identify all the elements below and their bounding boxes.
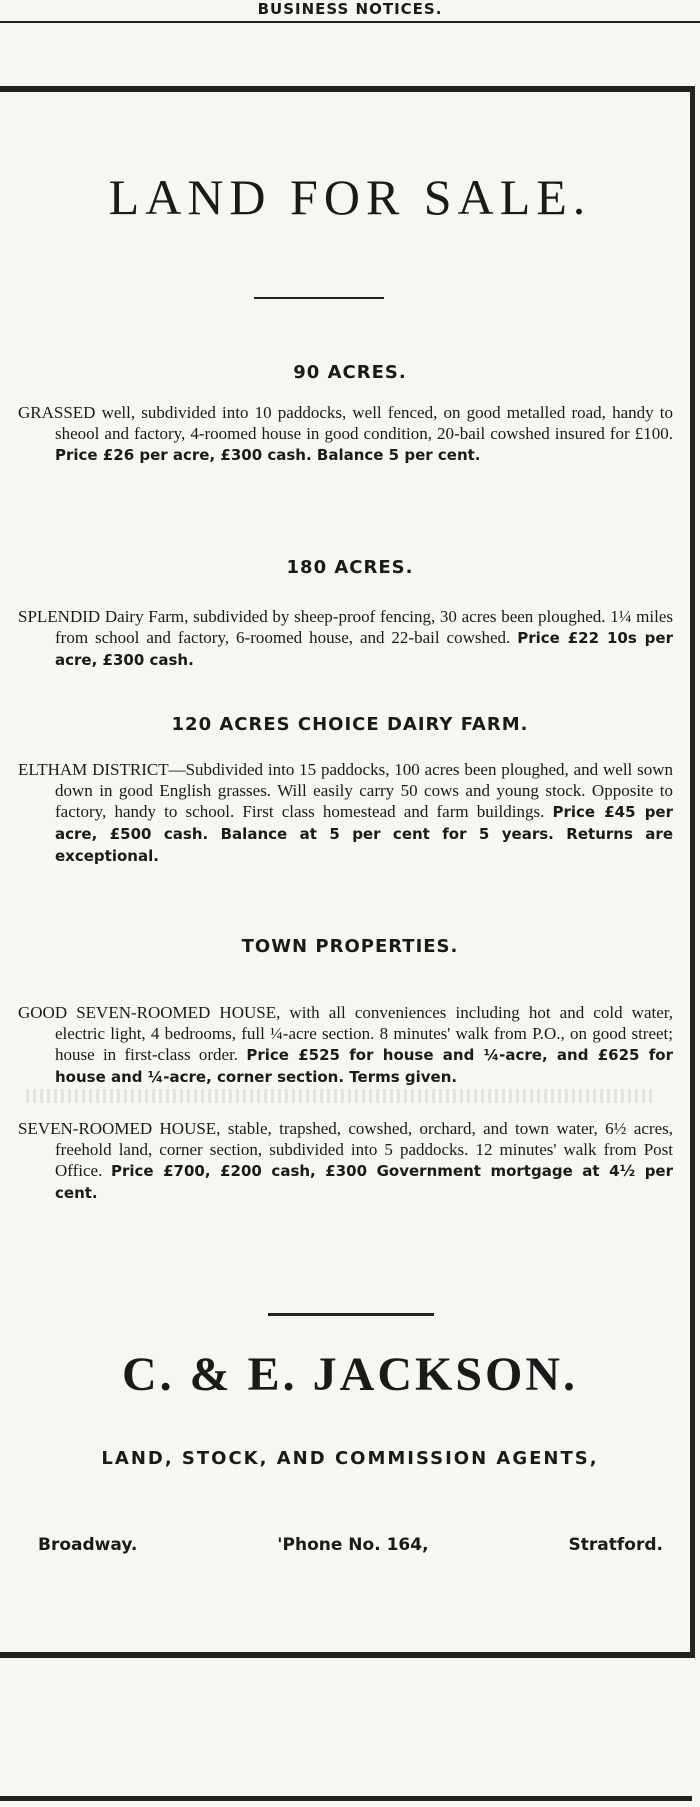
section-price-2: Price £22 10s per acre, £300 cash. — [55, 629, 673, 669]
title-divider — [254, 297, 384, 299]
agent-address-right: Stratford. — [568, 1535, 663, 1555]
section-price-4: Price £525 for house and ¼-acre, and £625 for house and ¼-acre, corner section. Terms given. — [55, 1046, 673, 1086]
agent-name: C. & E. JACKSON. — [121, 1348, 579, 1401]
advert-title: LAND FOR SALE. — [108, 169, 592, 225]
agent-phone: 'Phone No. 164, — [277, 1535, 429, 1555]
section-heading-1: 90 ACRES. — [293, 362, 407, 383]
section-heading-3: 120 ACRES CHOICE DAIRY FARM. — [171, 714, 529, 735]
section-body-5 — [18, 1118, 673, 1204]
right-border — [690, 86, 695, 1658]
section-text-1: GRASSED well, subdivided into 10 paddocks, well fenced, on good metalled road, handy to sheool and factory, 4-roomed house in good condition, 20-bail cowshed insured for £100. — [18, 403, 673, 443]
agent-description: LAND, STOCK, AND COMMISSION AGENTS, — [101, 1448, 599, 1469]
section-price-3: Price £45 per acre, £500 cash. Balance at 5 per cent for 5 years. Returns are exceptional. — [55, 803, 674, 865]
section-heading-2: 180 ACRES. — [286, 557, 414, 578]
top-border — [0, 86, 692, 92]
bottom-border — [0, 1652, 692, 1658]
page-bottom-border — [0, 1796, 692, 1801]
section-body-1 — [18, 402, 673, 466]
section-price-1: Price £26 per acre, £300 cash. Balance 5 per cent. — [55, 446, 481, 464]
section-text-5: SEVEN-ROOMED HOUSE, stable, trapshed, cowshed, orchard, and town water, 6½ acres, freehold land, corner section, subdivided into 5 paddocks. 12 minutes' walk from Post Office. — [18, 1119, 673, 1180]
section-text-3: ELTHAM DISTRICT—Subdivided into 15 paddocks, 100 acres been ploughed, and well sown down in good English grasses. Will easily carry 50 cows and young stock. Opposite to factory, handy to school. First class homestead and farm buildings. — [18, 760, 673, 821]
section-body-2 — [18, 606, 673, 671]
section-price-5: Price £700, £200 cash, £300 Government mortgage at 4½ per cent. — [55, 1162, 673, 1202]
header-divider — [0, 21, 700, 23]
section-body-4 — [18, 1002, 673, 1088]
section-heading-4: TOWN PROPERTIES. — [241, 936, 459, 957]
agent-divider — [268, 1313, 434, 1316]
agent-contact-row — [38, 1535, 663, 1559]
agent-address-left: Broadway. — [38, 1535, 138, 1555]
section-body-3 — [18, 759, 673, 867]
section-header: BUSINESS NOTICES. — [257, 0, 443, 18]
section-text-4: GOOD SEVEN-ROOMED HOUSE, with all conveniences including hot and cold water, electric light, 4 bedrooms, full ¼-acre section. 8 minutes' walk from P.O., on good street; house in first-class order. — [18, 1003, 673, 1064]
print-smudge — [26, 1089, 656, 1103]
section-text-2: SPLENDID Dairy Farm, subdivided by sheep-proof fencing, 30 acres been ploughed. 1¼ miles from school and factory, 6-roomed house, and 22-bail cowshed. — [18, 607, 673, 647]
